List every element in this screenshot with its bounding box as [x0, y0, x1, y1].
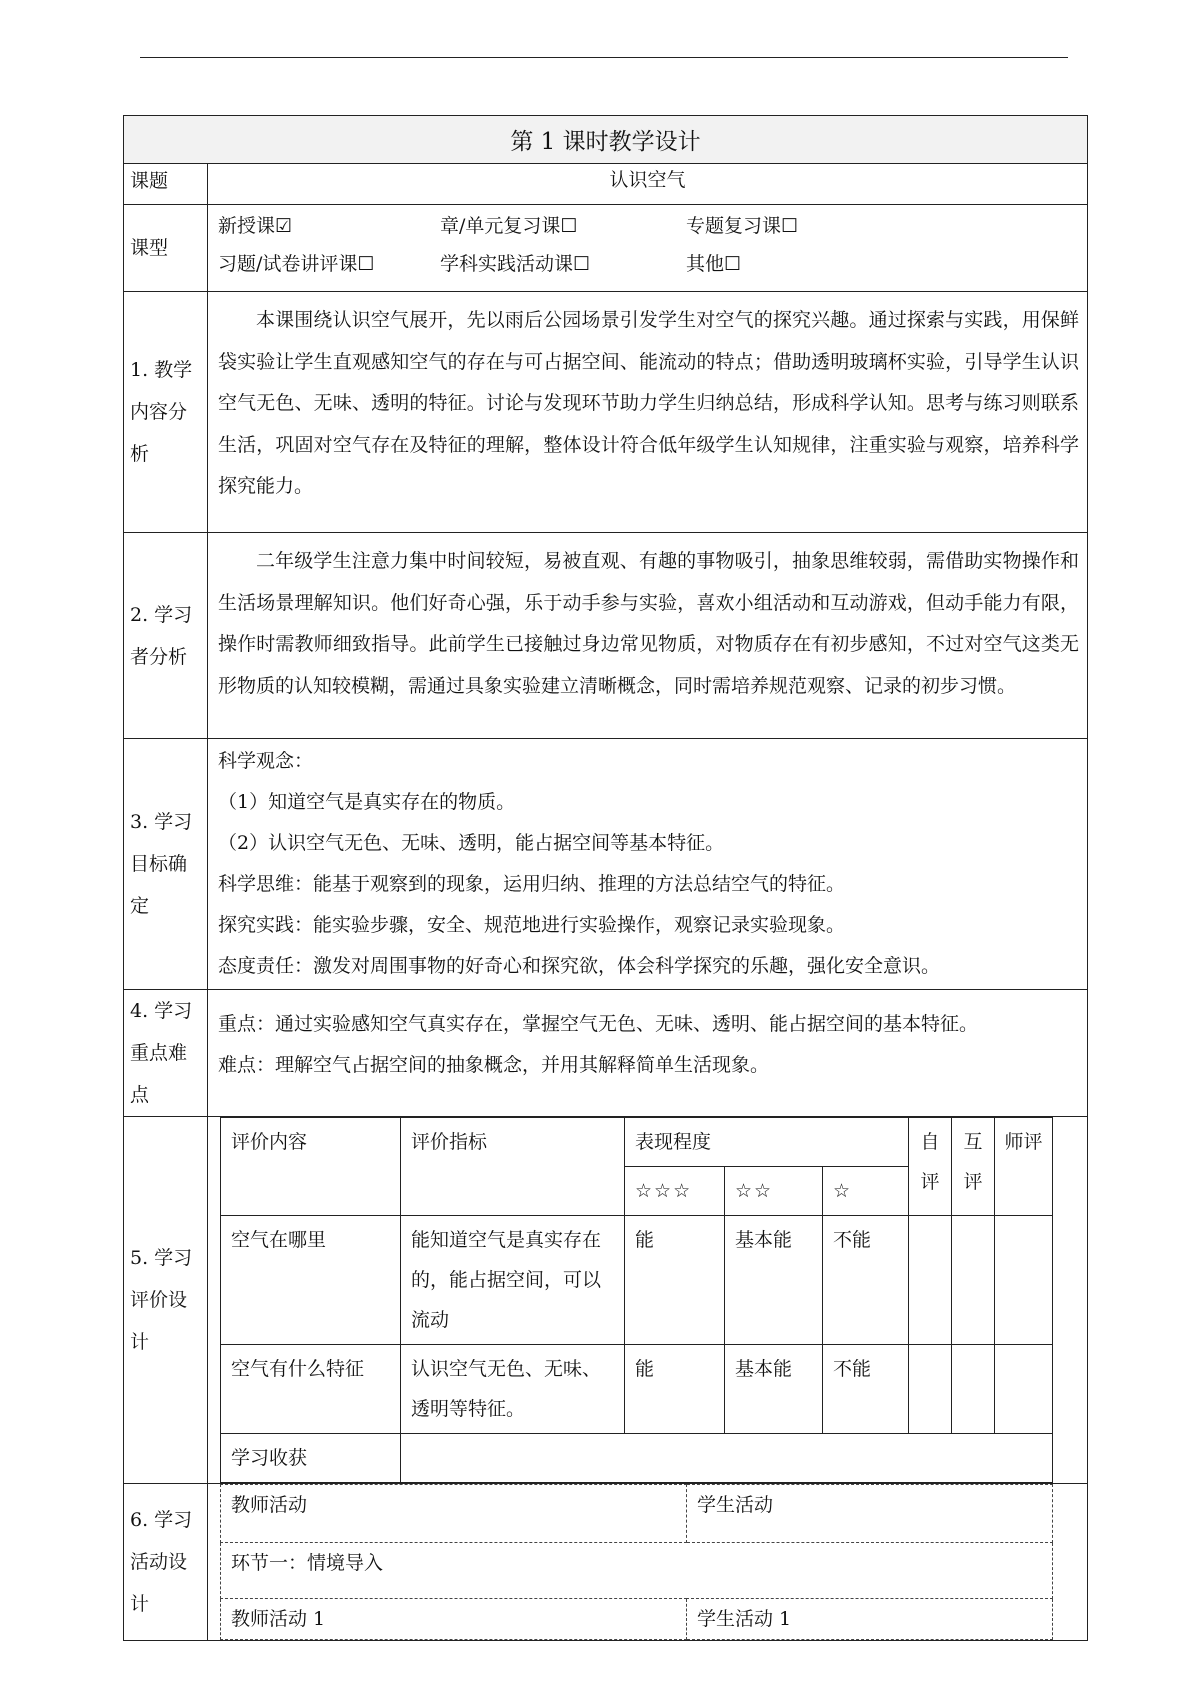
objective-line: 科学观念：	[218, 750, 314, 772]
eval-row-content: 空气在哪里	[221, 1216, 401, 1345]
eval-header-level: 表现程度	[625, 1118, 909, 1167]
eval-self-cell[interactable]	[909, 1345, 952, 1434]
content-analysis-text: 本课围绕认识空气展开，先以雨后公园场景引发学生对空气的探究兴趣。通过探索与实践，用保鲜袋实验让学生直观感知空气的存在与可占据空间、能流动的特点；借助透明玻璃杯实验，引导学生认识空气无色、无味、透明的特征。讨论与发现环节助力学生归纳总结，形成科学认知。思考与练习则联系生活，巩固对空气存在及特征的理解，整体设计符合低年级学生认知规律，注重实验与观察，培养科学探究能力。	[218, 309, 1080, 497]
lesson-type-cell	[208, 205, 1088, 292]
eval-row-level-1: 不能	[823, 1216, 909, 1345]
stage-one-heading: 环节一：情境导入	[221, 1543, 1053, 1599]
eval-teacher-cell[interactable]	[995, 1216, 1053, 1345]
content-analysis-label: 1. 教学内容分析	[124, 292, 208, 533]
student-activity-1: 学生活动 1	[687, 1599, 1053, 1640]
activities-label: 6. 学习活动设计	[124, 1484, 208, 1641]
eval-self-cell[interactable]	[909, 1216, 952, 1345]
evaluation-table	[220, 1117, 1053, 1483]
eval-row-level-2: 基本能	[725, 1345, 823, 1434]
eval-row-level-3: 能	[625, 1345, 725, 1434]
eval-row-content: 空气有什么特征	[221, 1345, 401, 1434]
difficulty-point: 难点：理解空气占据空间的抽象概念，并用其解释简单生活现象。	[218, 1054, 770, 1076]
activities-table	[220, 1484, 1053, 1640]
option-new-lesson[interactable]: 新授课☑	[218, 215, 293, 237]
eval-peer-cell[interactable]	[952, 1216, 995, 1345]
student-activity-header: 学生活动	[687, 1485, 1053, 1543]
star-two: ☆☆	[725, 1167, 823, 1216]
learner-analysis-cell	[208, 533, 1088, 739]
focus-cell	[208, 990, 1088, 1117]
objective-line: （2）认识空气无色、无味、透明，能占据空间等基本特征。	[218, 832, 725, 854]
eval-row-indicator: 能知道空气是真实存在的，能占据空间，可以流动	[401, 1216, 625, 1345]
star-one: ☆	[823, 1167, 909, 1216]
objective-line: 科学思维：能基于观察到的现象，运用归纳、推理的方法总结空气的特征。	[218, 873, 846, 895]
objective-line: （1）知道空气是真实存在的物质。	[218, 791, 516, 813]
eval-header-teacher: 师评	[995, 1118, 1053, 1216]
star-three: ☆☆☆	[625, 1167, 725, 1216]
eval-header-peer: 互评	[952, 1118, 995, 1216]
objective-line: 态度责任：激发对周围事物的好奇心和探究欲，体会科学探究的乐趣，强化安全意识。	[218, 955, 941, 977]
content-analysis-cell	[208, 292, 1088, 533]
eval-row-level-3: 能	[625, 1216, 725, 1345]
learning-gain-label: 学习收获	[221, 1434, 401, 1483]
objective-line: 探究实践：能实验步骤，安全、规范地进行实验操作，观察记录实验现象。	[218, 914, 846, 936]
activities-cell	[208, 1484, 1088, 1641]
teacher-activity-header: 教师活动	[221, 1485, 687, 1543]
eval-row-level-2: 基本能	[725, 1216, 823, 1345]
objectives-cell	[208, 739, 1088, 990]
table-title: 第 1 课时教学设计	[124, 116, 1088, 164]
learner-analysis-label: 2. 学习者分析	[124, 533, 208, 739]
eval-header-self: 自评	[909, 1118, 952, 1216]
objectives-label: 3. 学习目标确定	[124, 739, 208, 990]
learner-analysis-text: 二年级学生注意力集中时间较短，易被直观、有趣的事物吸引，抽象思维较弱，需借助实物操作和生活场景理解知识。他们好奇心强，乐于动手参与实验，喜欢小组活动和互动游戏，但动手能力有限，操作时需教师细致指导。此前学生已接触过身边常见物质，对物质存在有初步感知，不过对空气这类无形物质的认知较模糊，需通过具象实验建立清晰概念，同时需培养规范观察、记录的初步习惯。	[218, 550, 1080, 697]
evaluation-cell	[208, 1117, 1088, 1484]
eval-header-content: 评价内容	[221, 1118, 401, 1216]
eval-teacher-cell[interactable]	[995, 1345, 1053, 1434]
key-point: 重点：通过实验感知空气真实存在，掌握空气无色、无味、透明、能占据空间的基本特征。	[218, 1013, 979, 1035]
option-topic-review[interactable]: 专题复习课☐	[686, 215, 799, 237]
learning-gain-cell[interactable]	[401, 1434, 1053, 1483]
evaluation-label: 5. 学习评价设计	[124, 1117, 208, 1484]
topic-label: 课题	[124, 164, 208, 205]
option-practice-activity[interactable]: 学科实践活动课☐	[440, 253, 591, 275]
eval-row-level-1: 不能	[823, 1345, 909, 1434]
lesson-type-label: 课型	[124, 205, 208, 292]
option-unit-review[interactable]: 章/单元复习课☐	[440, 215, 578, 237]
option-exercise-review[interactable]: 习题/试卷讲评课☐	[218, 253, 375, 275]
teacher-activity-1: 教师活动 1	[221, 1599, 687, 1640]
header-rule	[140, 57, 1068, 58]
topic-value: 认识空气	[208, 164, 1088, 205]
eval-row-indicator: 认识空气无色、无味、透明等特征。	[401, 1345, 625, 1434]
lesson-design-table	[123, 115, 1088, 1641]
eval-header-indicator: 评价指标	[401, 1118, 625, 1216]
eval-peer-cell[interactable]	[952, 1345, 995, 1434]
option-other[interactable]: 其他☐	[686, 253, 742, 275]
focus-label: 4. 学习重点难点	[124, 990, 208, 1117]
